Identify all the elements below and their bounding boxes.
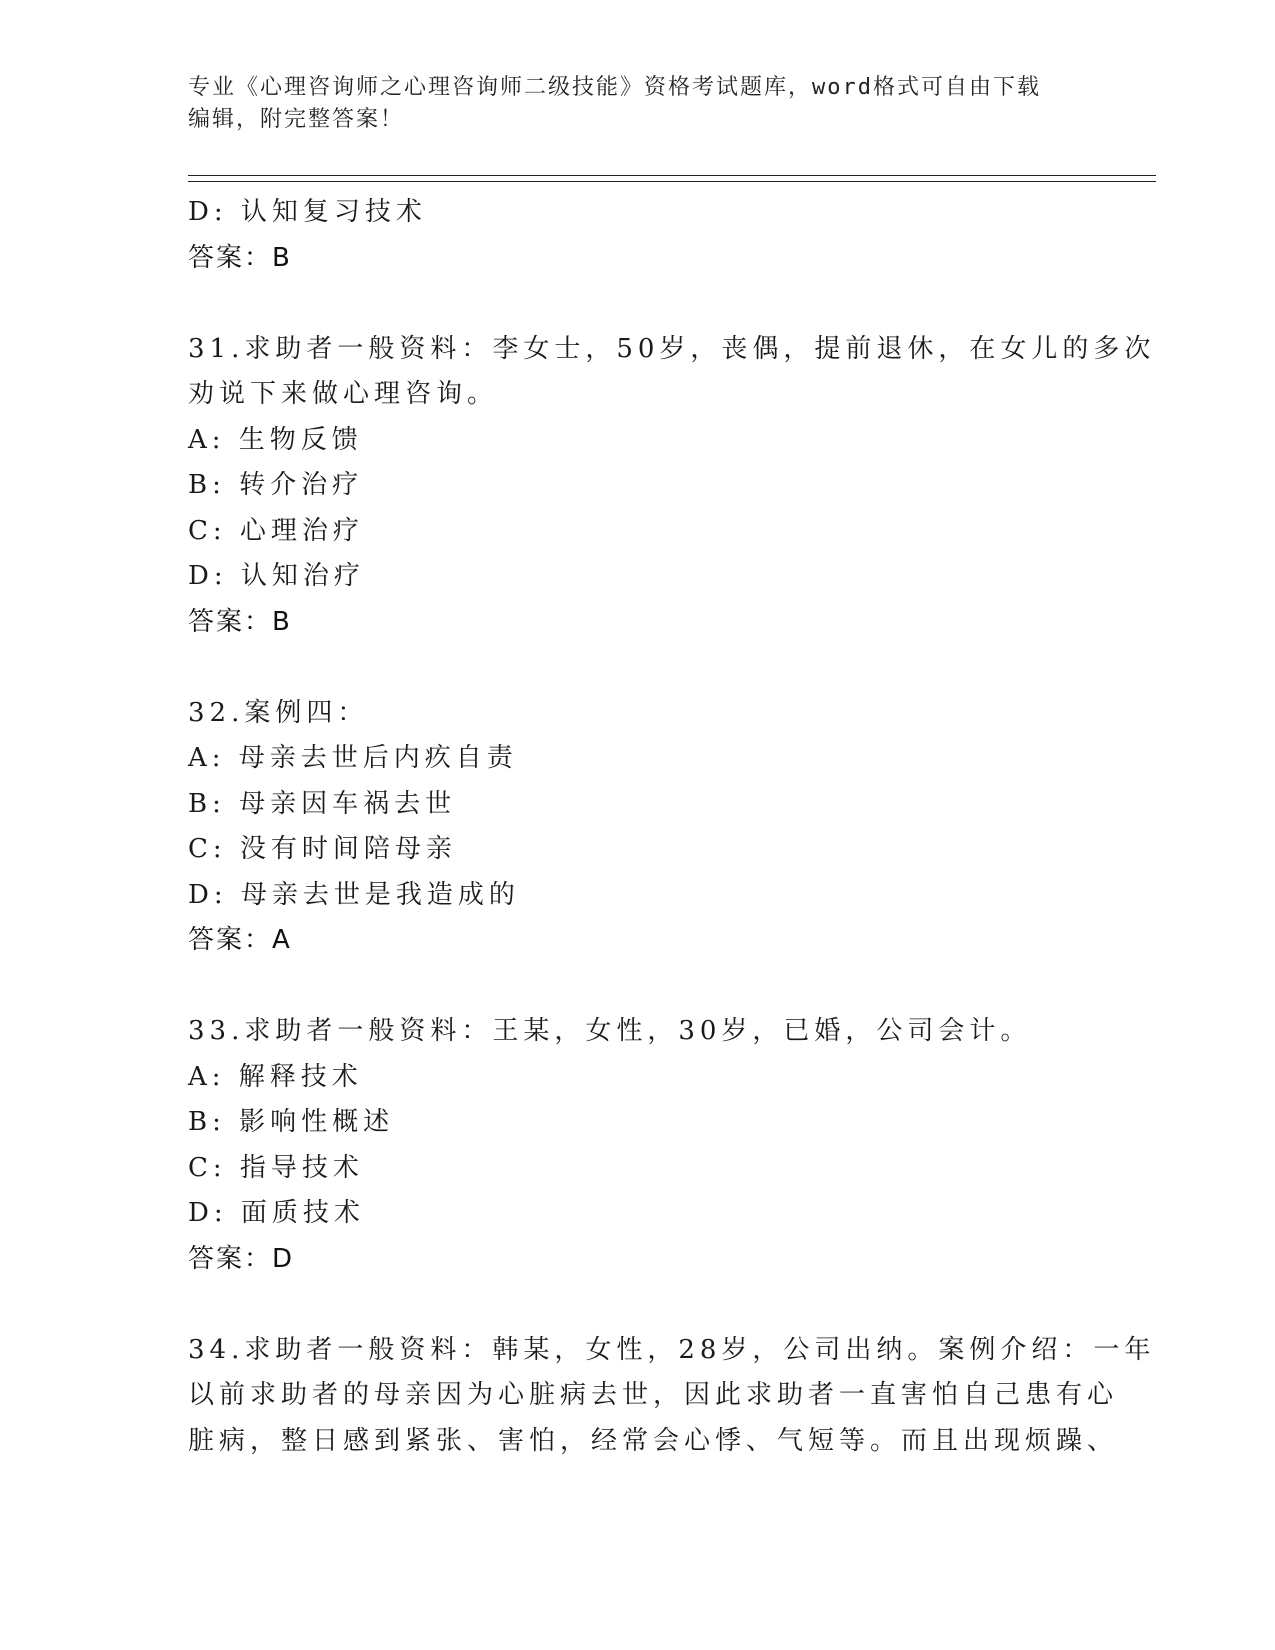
header-line-1: 专业《心理咨询师之心理咨询师二级技能》资格考试题库，word格式可自由下载: [188, 75, 1041, 100]
option-d: D: 母亲去世是我造成的: [188, 879, 520, 910]
header-line-2: 编辑，附完整答案！: [188, 107, 405, 132]
question-list: [188, 190, 1156, 1464]
document-header: [188, 72, 1088, 136]
option-b: B: 母亲因车祸去世: [188, 788, 457, 819]
question-33: [188, 1009, 1088, 1282]
question-32: [188, 691, 1088, 964]
option-c: C: 没有时间陪母亲: [188, 834, 457, 864]
question-stem-line: 劝说下来做心理咨询。: [188, 379, 499, 409]
option-b: B: 影响性概述: [188, 1107, 395, 1137]
option-d: D: 认知治疗: [188, 561, 365, 591]
answer: 答案：B: [188, 606, 292, 637]
header-rule-top: [188, 175, 1156, 176]
option-a: A: 生物反馈: [188, 424, 363, 455]
spacer: [188, 645, 1088, 691]
header-rule-bottom: [188, 181, 1156, 182]
question-stem-line: 脏病，整日感到紧张、害怕，经常会心悸、气短等。而且出现烦躁、: [188, 1425, 1119, 1456]
spacer: [188, 281, 1088, 327]
option-d: D: 面质技术: [188, 1198, 365, 1228]
option-c: C: 指导技术: [188, 1152, 364, 1183]
spacer: [188, 1282, 1088, 1328]
answer: 答案：A: [188, 925, 292, 955]
option-a: A: 解释技术: [188, 1061, 363, 1092]
question-34: [188, 1328, 1156, 1465]
prev-option-d: D: 认知复习技术: [188, 197, 427, 227]
spacer: [188, 964, 1088, 1010]
question-stem-line: 以前求助者的母亲因为心脏病去世，因此求助者一直害怕自己患有心: [188, 1380, 1119, 1410]
question-stem-line: 33.求助者一般资料：王某，女性，30岁，已婚，公司会计。: [188, 1016, 1032, 1046]
question-stem-line: 31.求助者一般资料：李女士，50岁，丧偶，提前退休，在女儿的多次: [188, 333, 1156, 364]
option-b: B: 转介治疗: [188, 470, 364, 500]
option-c: C: 心理治疗: [188, 515, 364, 546]
prev-answer: 答案：B: [188, 242, 292, 273]
question-stem-line: 32.案例四：: [188, 697, 369, 728]
option-a: A: 母亲去世后内疚自责: [188, 743, 518, 773]
answer: 答案：D: [188, 1243, 295, 1274]
question-31: [188, 327, 1156, 646]
question-stem-line: 34.求助者一般资料：韩某，女性，28岁，公司出纳。案例介绍：一年: [188, 1334, 1156, 1365]
